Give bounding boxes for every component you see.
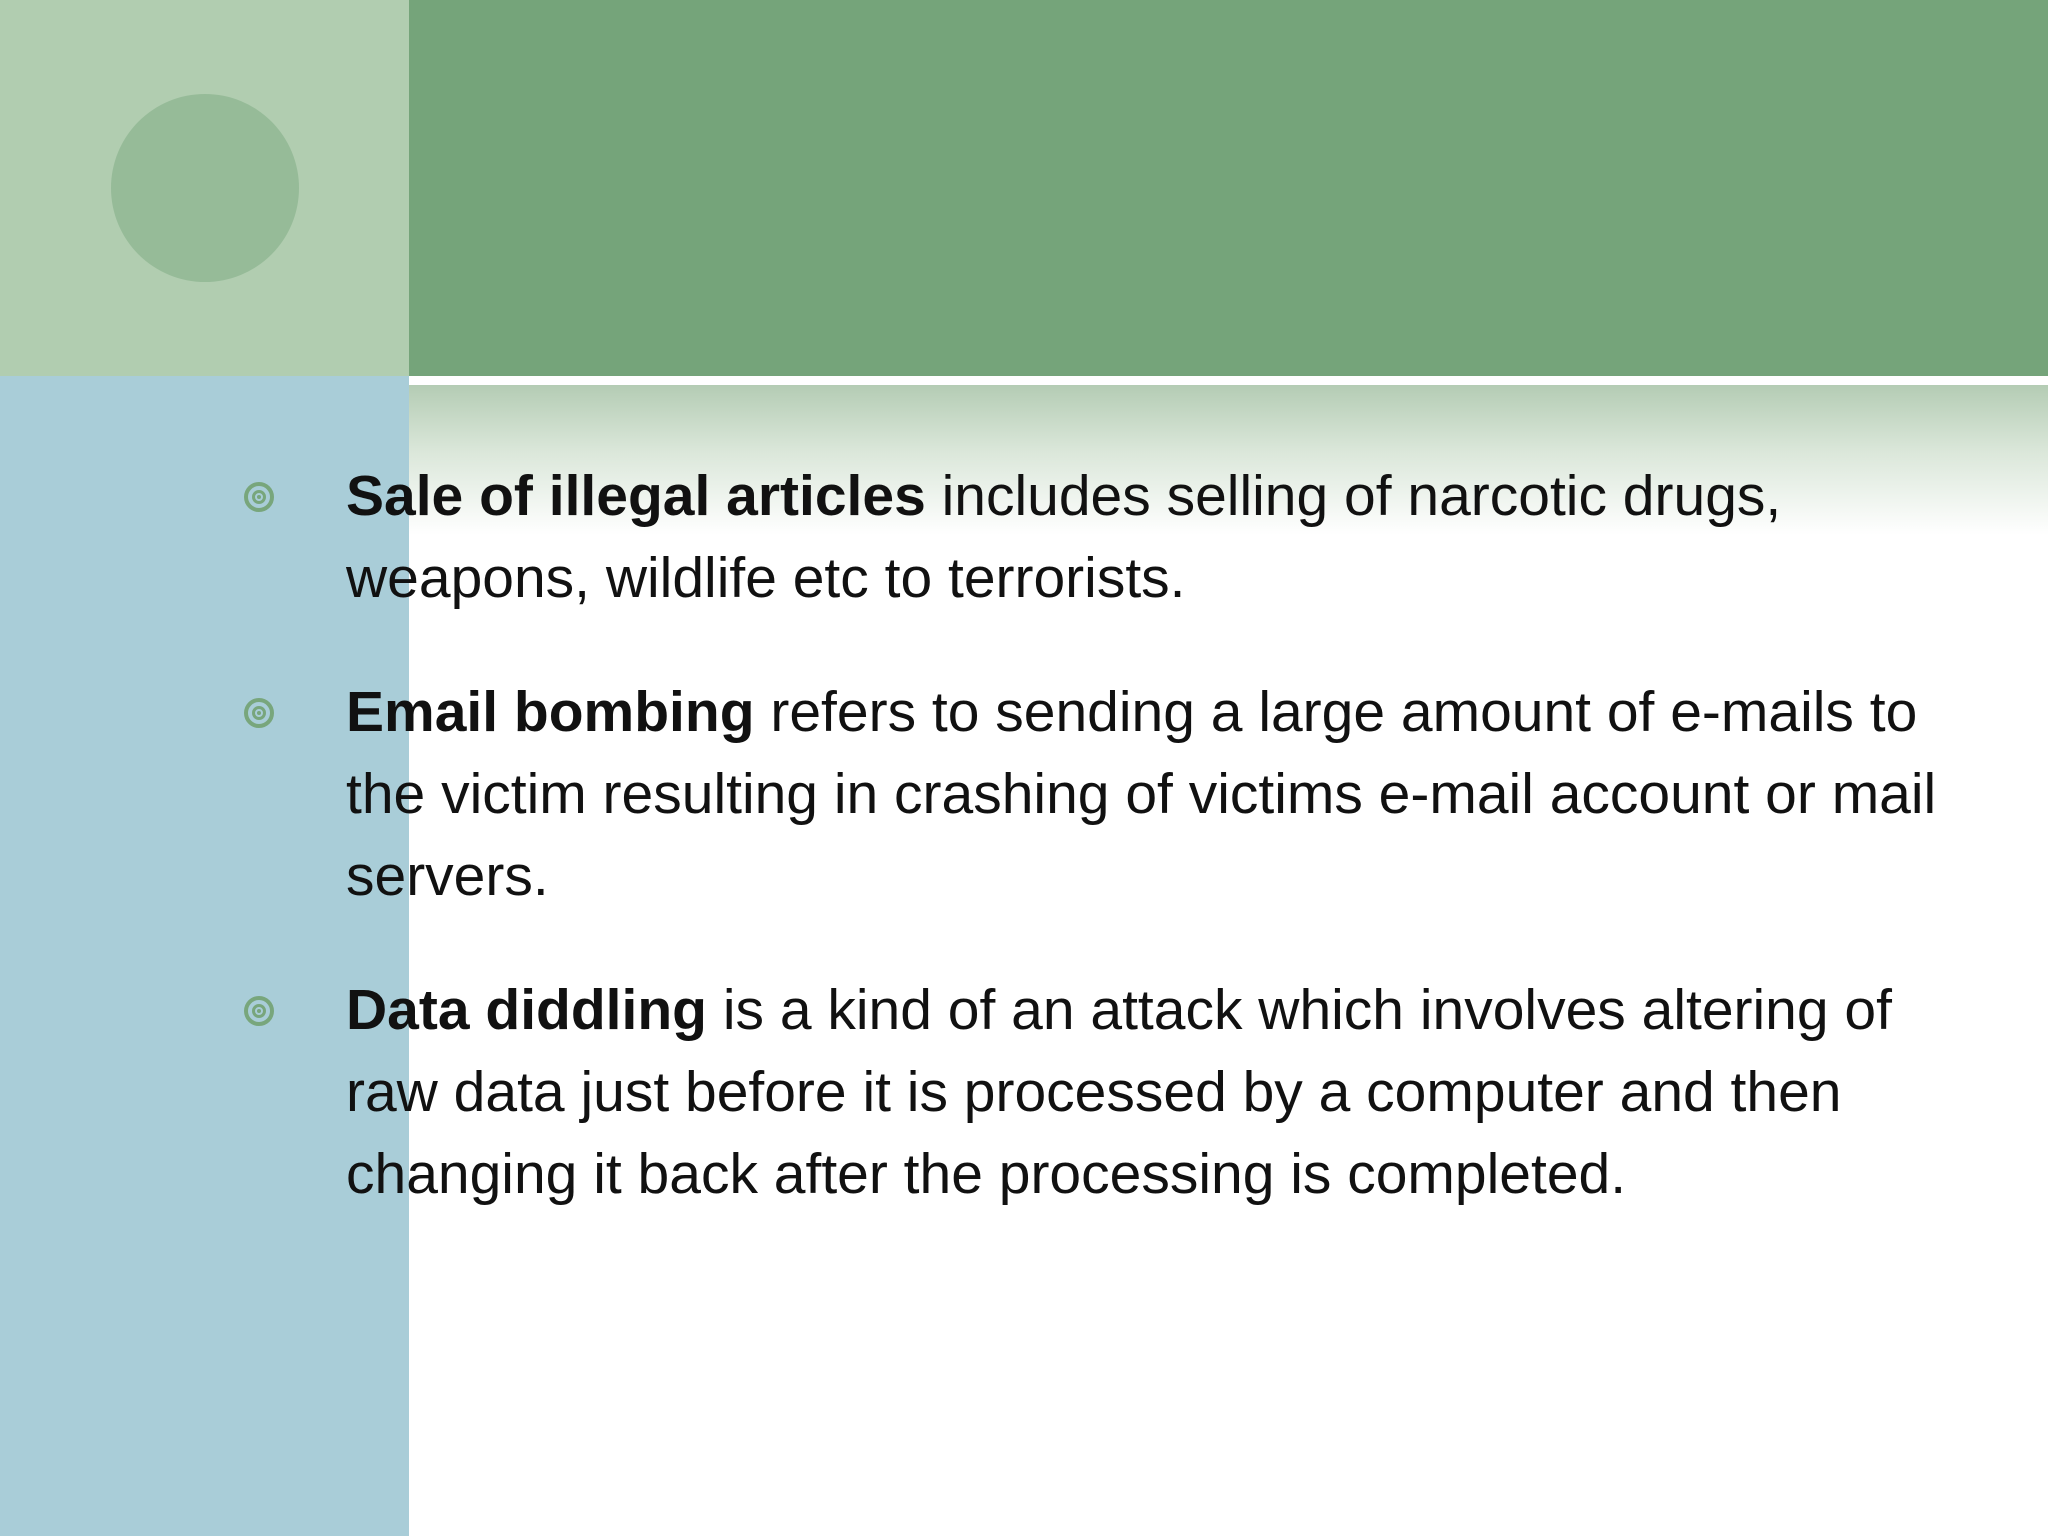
bullet-term: Data diddling (346, 978, 707, 1042)
bullet-item-email-bombing (240, 671, 1940, 917)
corner-decoration-block (0, 0, 409, 376)
bullet-term: Sale of illegal articles (346, 464, 926, 528)
bullet-item-data-diddling (240, 969, 1940, 1215)
bullet-description: includes selling of narcotic drugs, weapons, wildlife etc to terrorists. (346, 464, 1782, 610)
concentric-circle-bullet-icon (244, 996, 274, 1026)
bullet-description: is a kind of an attack which involves altering of raw data just before it is processed by a computer and then changing it back after the processing is completed. (346, 978, 1892, 1206)
bullet-item-sale-of-illegal-articles (240, 455, 1940, 619)
decorative-circle (111, 94, 299, 282)
header-band (409, 0, 2048, 376)
bullet-list (240, 455, 1940, 1267)
concentric-circle-bullet-icon (244, 482, 274, 512)
bullet-term: Email bombing (346, 680, 755, 744)
header-divider (409, 376, 2048, 385)
bullet-description: refers to sending a large amount of e-mails to the victim resulting in crashing of victims e-mail account or mail servers. (346, 680, 1937, 908)
concentric-circle-bullet-icon (244, 698, 274, 728)
